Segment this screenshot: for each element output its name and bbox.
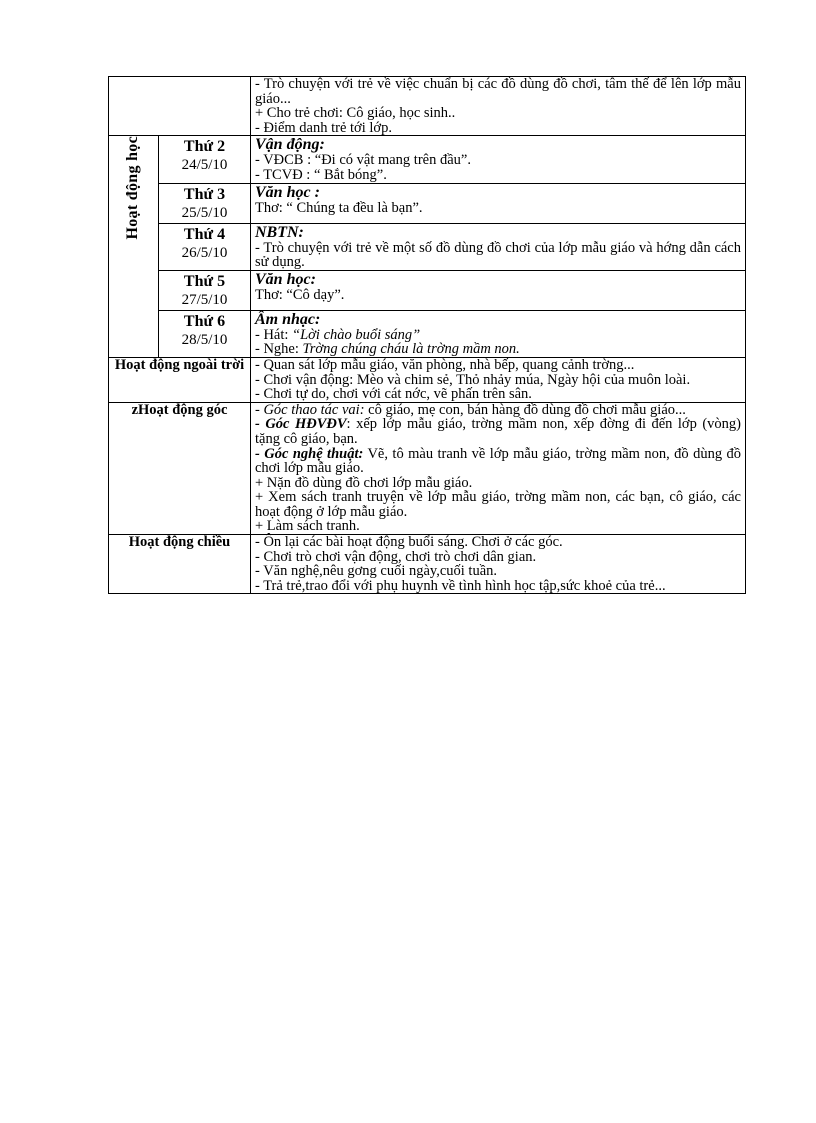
day-date: 28/5/10 [181,331,228,348]
activity-line: - Trò chuyện với trẻ về một số đồ dùng đồ chơi của lớp mẫu giáo và hớng dẫn cách sử dụng. [255,239,741,271]
corner-text: cô giáo, mẹ con, bán hàng đồ dùng đồ chơi mẫu giáo... [364,401,686,418]
corner-text: Vẽ, tô màu tranh về lớp mẫu giáo, trờng mầm non, đồ dùng đồ chơi lớp mẫu giáo. [255,445,741,477]
intro-line: - Trò chuyện với trẻ về việc chuẩn bị các đồ dùng đồ chơi, tâm thế để lên lớp mẫu giáo... [255,76,741,107]
day-cell [159,136,251,183]
day-cell [159,223,251,270]
ngoai-troi-label: Hoạt động ngoài trời [109,357,251,402]
chieu-content [251,535,746,594]
activity-line: - Trả trẻ,trao đổi với phụ huynh về tình hình học tập,sức khoẻ của trẻ... [255,577,666,594]
corner-line: + Xem sách tranh truyện về lớp mẫu giáo, trờng mầm non, các bạn, cô giáo, các hoạt động ở lớp mẫu giáo. [255,489,741,520]
corner-lead: - Góc nghệ thuật: [255,445,364,462]
hoat-dong-goc-label: zHoạt động góc [109,402,251,534]
day-content [251,183,746,223]
day-name: Thứ 3 [183,185,226,203]
day-name: Thứ 4 [183,225,226,243]
ngoai-troi-row [109,357,746,402]
day-date: 26/5/10 [181,244,228,261]
day-cell [159,310,251,357]
activity-line: - TCVĐ : “ Bắt bóng”. [255,166,387,183]
chieu-row [109,535,746,594]
activity-line: Thơ: “ Chúng ta đều là bạn”. [255,199,423,216]
activity-line: - Ôn lại các bài hoạt động buổi sáng. Chơi ở các góc. [255,534,563,551]
day-name: Thứ 5 [183,272,226,290]
day-date: 27/5/10 [181,291,228,308]
ngoai-troi-content [251,357,746,402]
day-row-thu-2 [109,136,746,183]
activity-line: - Chơi vận động: Mèo và chim sẻ, Thỏ nhảy múa, Ngày hội của muôn loài. [255,371,691,388]
corner-line [255,403,741,418]
day-name: Thứ 6 [183,312,226,330]
day-content [251,270,746,310]
day-date: 24/5/10 [181,157,228,174]
day-name: Thứ 2 [183,138,226,156]
hoat-dong-hoc-label: Hoạt động học [109,136,159,358]
activity-line [255,342,741,357]
song-title: “Lời chào buổi sáng” [292,326,421,343]
corner-text: : xếp lớp mẫu giáo, trờng mầm non, xếp đờng đi đến lớp (vòng) tặng cô giáo, bạn. [255,416,741,447]
weekly-plan-table [108,76,746,594]
hoat-dong-goc-row [109,402,746,534]
day-content [251,223,746,270]
day-date: 25/5/10 [181,204,228,221]
day-row-thu-3 [109,183,746,223]
hat-prefix: - Hát: [255,326,293,343]
corner-line [255,417,741,446]
activity-line: - Chơi trò chơi vận động, chơi trò chơi dân gian. [255,548,537,565]
day-row-thu-6 [109,310,746,357]
subject-title: Văn học: [255,270,316,288]
nghe-prefix: - Nghe: [255,341,303,358]
chieu-label: Hoạt động chiều [109,535,251,594]
subject-title: Vận động: [255,136,325,154]
subject-title: Văn học : [255,183,320,201]
day-content [251,310,746,357]
activity-line: - Chơi tự do, chơi với cát nớc, vẽ phấn trên sân. [255,386,532,403]
activity-line: - Văn nghệ,nêu gơng cuối ngày,cuối tuần. [255,563,498,580]
hoat-dong-goc-content [251,402,746,534]
day-cell [159,183,251,223]
day-content [251,136,746,183]
intro-line: + Cho trẻ chơi: Cô giáo, học sinh.. [255,105,456,122]
day-cell [159,270,251,310]
activity-line: - Quan sát lớp mẫu giáo, văn phòng, nhà bếp, quang cảnh trờng... [255,356,635,373]
subject-title: Âm nhạc: [255,310,321,328]
corner-line: + Nặn đồ dùng đồ chơi lớp mẫu giáo. [255,474,473,491]
intro-line: - Điểm danh trẻ tới lớp. [255,119,392,136]
day-row-thu-5 [109,270,746,310]
corner-line: + Làm sách tranh. [255,518,360,535]
activity-line [255,328,741,343]
song-title: Trờng chúng cháu là trờng mầm non. [302,341,520,358]
corner-lead: - Góc thao tác vai: [255,401,365,418]
corner-line [255,447,741,476]
activity-line: Thơ: “Cô dạy”. [255,286,345,303]
intro-row [109,77,746,136]
subject-title: NBTN: [255,223,304,241]
corner-lead: - Góc HĐVĐV [255,416,347,433]
activity-line: - VĐCB : “Đi có vật mang trên đầu”. [255,152,471,169]
day-row-thu-4 [109,223,746,270]
intro-label-cell [109,77,251,136]
intro-content [251,77,746,136]
